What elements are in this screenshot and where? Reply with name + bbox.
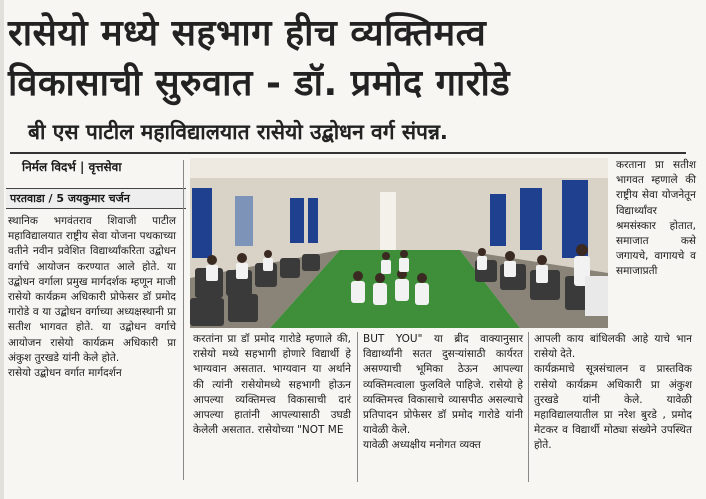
column-divider — [528, 332, 529, 482]
column-5: करताना प्रा सतीश भागवत म्हणाले की राष्ट्रीय सेवा योजनेतून विद्यार्थ्यांवर श्रमसंस्कार होतात, समाजात कसे जगायचे, वागायचे व समाजाप्रती — [616, 159, 696, 278]
column-1: स्थानिक भगवंतराव शिवाजी पाटील महाविद्यालयात राष्ट्रीय सेवा योजना पथकाच्या वतीने नवीन प्रवेशित विद्यार्थ्यांकरिता उद्बोधन वर्गाचे आयोजन करण्यात आले होते. या उद्बोधन वर्गाला प्रमुख मार्गदर्शक म्हणून माजी रासेयो कार्यक्रम अधिकारी प्रोफेसर डॉ प्रमोद गारोडे व या उद्बोधन वर्गाच्या अध्यक्षस्थानी प्रा सतीश भागवत होते. या उद्बोधन वर्गाचे आयोजन रासेयो कार्यक्रम अधिकारी प्रा अंकुश तुरखडे यांनी केले होते. रासेयो उद्बोधन वर्गात मार्गदर्शन — [8, 215, 176, 380]
dateline: परतवाडा / 5 जयकुमार चर्जन — [6, 188, 186, 209]
column-3: BUT YOU" या ब्रीद वाक्यानुसार विद्यार्थ्यांनी सतत दुसऱ्यांसाठी कार्यरत असण्याची भूमिका ठेऊन आपल्या व्यक्तिमत्वाला फुलविले पाहिजे. रासेयो हे व्यक्तिमत्त्व विकासाचे व्यासपीठ असल्याचे प्रतिपादन प्रोफेसर डॉ प्रमोद गारोडे यांनी यावेळी केले. यावेळी अध्यक्षीय मनोगत व्यक्त — [363, 333, 523, 452]
column-divider — [357, 332, 358, 482]
column-4: आपली काय बांधिलकी आहे याचे भान रासेयो देते. कार्यक्रमाचे सूत्रसंचालन व प्रास्तविक रासेयो कार्यक्रम अधिकारी प्रा अंकुश तुरखडे यांनी केले. यावेळी महाविद्यालयातील प्रा नरेश बुरडे , प्रमोद मेटकर व विद्यार्थी मोठ्या संख्येने उपस्थित होते. — [534, 333, 692, 452]
column-divider — [183, 160, 184, 480]
page-left-edge — [0, 0, 4, 499]
headline-line-1: रासेयो मध्ये सहभाग हीच व्यक्तिमत्व — [8, 13, 487, 54]
subheadline: बी एस पाटील महाविद्यालयात रासेयो उद्बोधन वर्ग संपन्न. — [28, 120, 448, 144]
hall-photo-illustration — [190, 158, 608, 328]
column-2: करतांना प्रा डॉ प्रमोद गारोडे म्हणाले की, रासेयो मध्ये सहभागी होणारे विद्यार्थी हे भाग्यवान असतात. भाग्यवान या अर्थाने की त्यांनी रासेयोमध्ये सहभागी होऊन आपल्या व्यक्तिमत्त्व विकासाची दारं आपल्या हातांनी आपल्यासाठी उघडी केलेली असतात. रासेयोच्या "NOT ME — [193, 333, 351, 437]
headline-line-2: विकासाची सुरुवात - डॉ. प्रमोद गारोडे — [8, 63, 511, 104]
headline-rule — [10, 152, 686, 154]
event-photo — [190, 158, 608, 328]
byline: निर्मल विदर्भ | वृत्तसेवा — [22, 160, 122, 174]
